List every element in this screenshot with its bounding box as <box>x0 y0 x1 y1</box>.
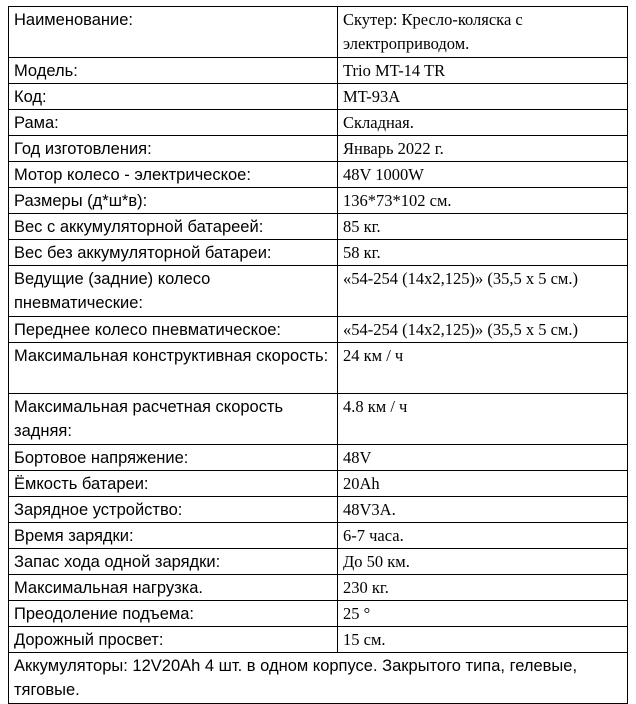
spec-label: Максимальная конструктивная скорость: <box>9 343 338 394</box>
spec-label: Время зарядки: <box>9 523 338 549</box>
table-row <box>9 110 628 136</box>
spec-label: Модель: <box>9 58 338 84</box>
spec-label: Вес с аккумуляторной батареей: <box>9 214 338 240</box>
spec-value: 6-7 часа. <box>338 523 628 549</box>
spec-value: 48V3A. <box>338 497 628 523</box>
table-row <box>9 394 628 445</box>
spec-value: 15 см. <box>338 627 628 653</box>
table-row <box>9 627 628 653</box>
table-row <box>9 84 628 110</box>
spec-table-body <box>9 7 628 704</box>
footer-row <box>9 653 628 704</box>
spec-value: Январь 2022 г. <box>338 136 628 162</box>
spec-value: 85 кг. <box>338 214 628 240</box>
spec-value: 136*73*102 см. <box>338 188 628 214</box>
table-row <box>9 497 628 523</box>
spec-label: Рама: <box>9 110 338 136</box>
spec-value: 20Ah <box>338 471 628 497</box>
spec-value: 48V 1000W <box>338 162 628 188</box>
table-row <box>9 601 628 627</box>
spec-label: Год изготовления: <box>9 136 338 162</box>
spec-label: Мотор колесо - электрическое: <box>9 162 338 188</box>
spec-label: Размеры (д*ш*в): <box>9 188 338 214</box>
table-row <box>9 445 628 471</box>
spec-label: Переднее колесо пневматическое: <box>9 317 338 343</box>
spec-value: «54-254 (14х2,125)» (35,5 х 5 см.) <box>338 317 628 343</box>
table-row <box>9 136 628 162</box>
spec-table <box>8 6 628 704</box>
table-row <box>9 162 628 188</box>
spec-label: Максимальная нагрузка. <box>9 575 338 601</box>
spec-label: Максимальная расчетная скорость задняя: <box>9 394 338 445</box>
spec-value: Складная. <box>338 110 628 136</box>
spec-value: 4.8 км / ч <box>338 394 628 445</box>
table-row <box>9 188 628 214</box>
table-row <box>9 575 628 601</box>
table-row <box>9 523 628 549</box>
spec-label: Бортовое напряжение: <box>9 445 338 471</box>
spec-value: 25 ° <box>338 601 628 627</box>
table-row <box>9 549 628 575</box>
spec-value: «54-254 (14х2,125)» (35,5 х 5 см.) <box>338 266 628 317</box>
spec-label: Зарядное устройство: <box>9 497 338 523</box>
spec-value: 58 кг. <box>338 240 628 266</box>
spec-value: 230 кг. <box>338 575 628 601</box>
spec-label: Ёмкость батареи: <box>9 471 338 497</box>
table-row <box>9 317 628 343</box>
spec-value: Скутер: Кресло-коляска с электроприводом. <box>338 7 628 58</box>
spec-label: Вес без аккумуляторной батареи: <box>9 240 338 266</box>
table-row <box>9 266 628 317</box>
table-row <box>9 471 628 497</box>
spec-value: MT-93A <box>338 84 628 110</box>
table-row <box>9 7 628 58</box>
table-row <box>9 240 628 266</box>
table-row <box>9 58 628 84</box>
spec-value: 24 км / ч <box>338 343 628 394</box>
spec-label: Ведущие (задние) колесо пневматические: <box>9 266 338 317</box>
spec-value: 48V <box>338 445 628 471</box>
table-row <box>9 343 628 394</box>
spec-value: Trio MT-14 TR <box>338 58 628 84</box>
spec-label: Код: <box>9 84 338 110</box>
battery-note: Аккумуляторы: 12V20Ah 4 шт. в одном корпусе. Закрытого типа, гелевые, тяговые. <box>9 653 628 704</box>
spec-label: Запас хода одной зарядки: <box>9 549 338 575</box>
spec-label: Дорожный просвет: <box>9 627 338 653</box>
spec-label: Наименование: <box>9 7 338 58</box>
table-row <box>9 214 628 240</box>
spec-value: До 50 км. <box>338 549 628 575</box>
spec-label: Преодоление подъема: <box>9 601 338 627</box>
